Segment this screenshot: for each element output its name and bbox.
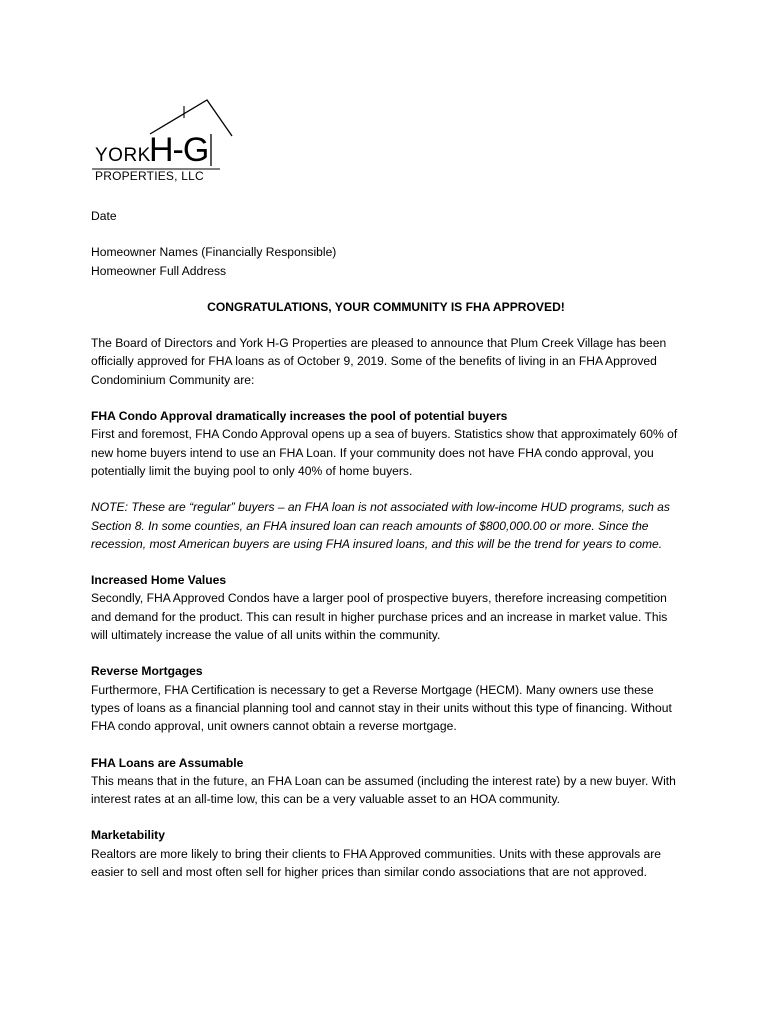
section-body: Furthermore, FHA Certification is necessary to get a Reverse Mortgage (HECM). Many owners use these types of loans as a financial planning tool and cannot stay in their units without this type of financing. Without FHA condo approval, unit owners cannot obtain a reverse mortgage. xyxy=(91,682,672,734)
section-body: This means that in the future, an FHA Loan can be assumed (including the interest rate) by a new buyer. With interest rates at an all-time low, this can be a very valuable asset to an HOA community. xyxy=(91,773,676,807)
section-body: Realtors are more likely to bring their clients to FHA Approved communities. Units with these approvals are easier to sell and most often sell for higher prices than similar condo associations that are not approved. xyxy=(91,846,661,880)
section-heading: FHA Condo Approval dramatically increases the pool of potential buyers xyxy=(91,409,508,424)
section-body: First and foremost, FHA Condo Approval opens up a sea of buyers. Statistics show that approximately 60% of new home buyers intend to use an FHA Loan. If your community does not have FHA condo approval, you potentially limit the buying pool to only 40% of home buyers. xyxy=(91,427,678,478)
note-paragraph: NOTE: These are “regular” buyers – an FHA loan is not associated with low-income HUD programs, such as Section 8. In some counties, an FHA insured loan can reach amounts of $800,000.00 or more. Since the recession, most American buyers are using FHA insured loans, and this will be the trend for years to come. xyxy=(91,500,670,551)
recipient-address: Homeowner Full Address xyxy=(91,263,227,278)
section-marketability xyxy=(91,826,681,881)
letter-body xyxy=(91,207,681,881)
section-heading: Marketability xyxy=(91,828,165,843)
section-home-values xyxy=(91,571,681,644)
section-heading: Reverse Mortgages xyxy=(91,664,203,679)
section-buyer-pool xyxy=(91,407,681,480)
logo-properties-text: PROPERTIES, LLC xyxy=(95,169,204,183)
section-body: Secondly, FHA Approved Condos have a larger pool of prospective buyers, therefore increasing competition and demand for the product. This can result in higher purchase prices and an increase in market value. This will ultimately increase the value of all units within the community. xyxy=(91,591,668,643)
section-heading: Increased Home Values xyxy=(91,573,227,588)
logo-york-text: YORK xyxy=(95,145,151,166)
section-reverse-mortgages xyxy=(91,662,681,735)
letter-title: CONGRATULATIONS, YOUR COMMUNITY IS FHA APPROVED! xyxy=(207,299,565,314)
intro-paragraph: The Board of Directors and York H-G Properties are pleased to announce that Plum Creek Village has been officially approved for FHA loans as of October 9, 2019. Some of the benefits of living in an FHA Approved Condominium Community are: xyxy=(91,336,667,387)
section-assumable-loans xyxy=(91,754,681,809)
section-heading: FHA Loans are Assumable xyxy=(91,755,244,770)
recipient-names: Homeowner Names (Financially Responsible) xyxy=(91,245,337,260)
date-line: Date xyxy=(91,209,117,223)
company-logo xyxy=(92,98,237,188)
logo-hg-text: H-G xyxy=(149,131,209,169)
